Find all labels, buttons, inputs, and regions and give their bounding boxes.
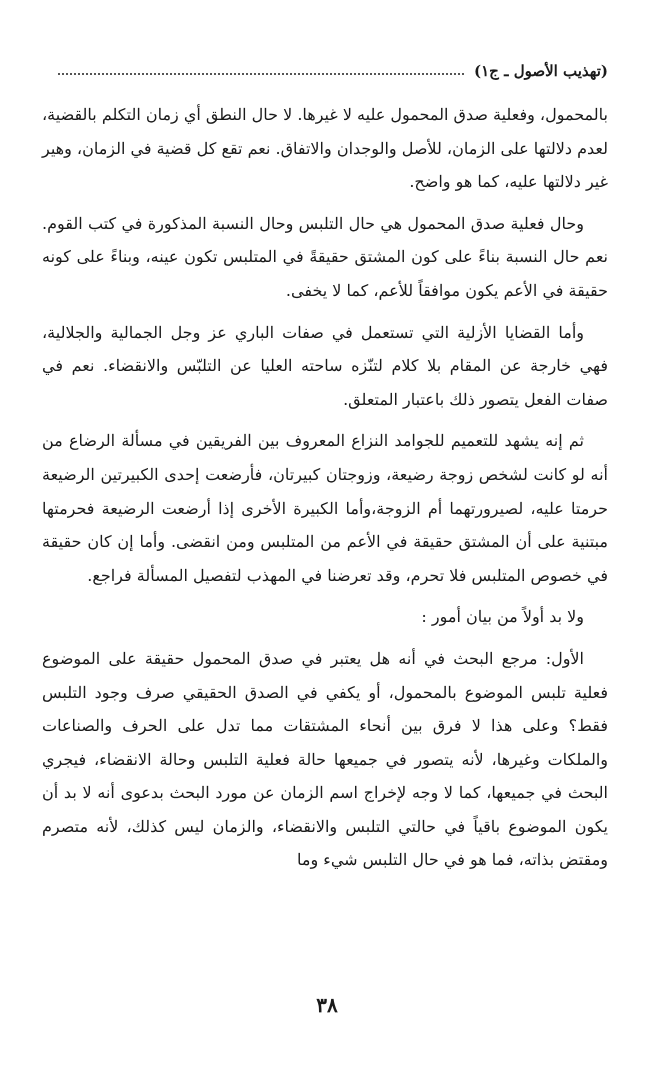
running-header xyxy=(58,58,608,84)
header-dotted-leader xyxy=(58,73,464,75)
body-text xyxy=(42,98,608,885)
paragraph-1: بالمحمول، وفعلية صدق المحمول عليه لا غيرها. لا حال النطق أي زمان التكلم بالقضية، لعدم دلالتها على الزمان، للأصل والوجدان والاتفاق. نعم تقع كل قضية في الزمان، وهير غير دلالتها عليه، كما هو واضح. xyxy=(42,105,608,192)
header-title: (تهذيب الأصول ـ ج١) xyxy=(474,62,608,80)
paragraph-6: الأول: مرجع البحث في أنه هل يعتبر في صدق المحمول حقيقة على الموضوع فعلية تلبس الموضوع بالمحمول، أو يكفي في الصدق الحقيقي صرف وجود التلبس فقط؟ وعلى هذا لا فرق بين أنحاء المشتقات مما تدل على الحرف والصناعات والملكات وغيرها، لأنه يتصور في جميعها حالة فعلية التلبس وحالة الانقضاء، فيجري البحث في جميعها، كما لا وجه لإخراج اسم الزمان عن مورد البحث بدعوى أنه لا بد أن يكون الموضوع باقياً في حالتي التلبس والانقضاء، والزمان ليس كذلك، لأنه متصرم ومقتض بذاته، فما هو في حال التلبس شيء وما xyxy=(42,648,608,870)
page-number: ٣٨ xyxy=(316,993,338,1017)
paragraph-2: وحال فعلية صدق المحمول هي حال التلبس وحال النسبة المذكورة في كتب القوم. نعم حال النسبة بناءً على كون المشتق حقيقةً في المتلبس تكون عينه، وبناءً على كونه حقيقة في الأعم يكون موافقاً للأعم، كما لا يخفى. xyxy=(42,213,608,300)
paragraph-4: ثم إنه يشهد للتعميم للجوامد النزاع المعروف بين الفريقين في مسألة الرضاع من أنه لو كانت لشخص زوجة رضيعة، وزوجتان كبيرتان، فأرضعت إحدى الكبيرتين الرضيعة حرمتا عليه، لصيرورتهما أم الزوجة،وأما الكبيرة الأخرى إذا أرضعت الرضيعة فحرمتها مبتنية على أن المشتق حقيقة في الأعم من المتلبس ومن انقضى. وأما إن كان حقيقة في خصوص المتلبس فلا تحرم، وقد تعرضنا في المهذب لتفصيل المسألة فراجع. xyxy=(42,431,608,585)
paragraph-5: ولا بد أولاً من بيان أمور : xyxy=(421,607,584,627)
paragraph-3: وأما القضايا الأزلية التي تستعمل في صفات الباري عز وجل الجمالية والجلالية، فهي خارجة عن المقام بلا كلام لتنّزه ساحته العليا عن التلبّس والانقضاء. نعم في صفات الفعل يتصور ذلك باعتبار المتعلق. xyxy=(42,322,608,409)
